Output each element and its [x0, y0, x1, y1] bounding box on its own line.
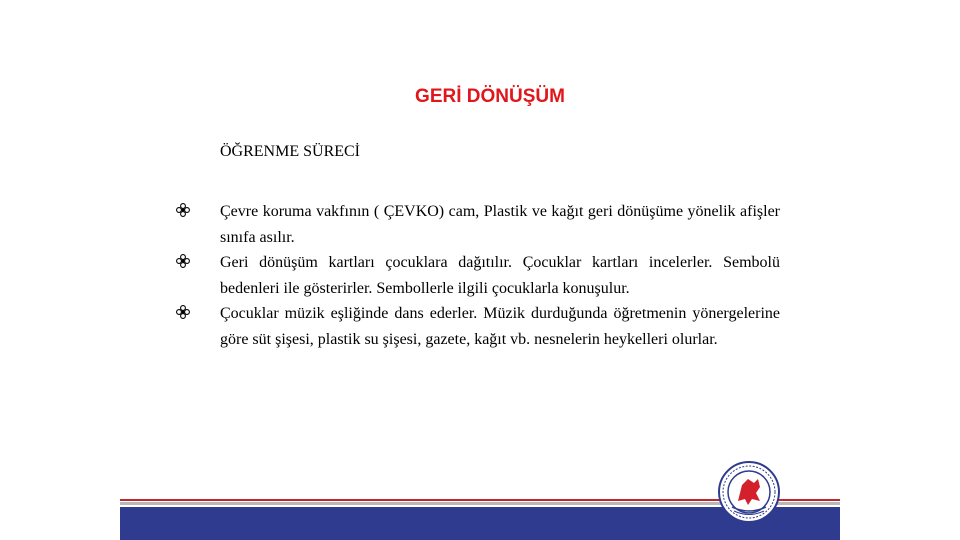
- bullet-text: Çocuklar müzik eşliğinde dans ederler. Müzik durduğunda öğretmenin yönergelerine göre süt şişesi, plastik su şişesi, gazete, kağıt vb. nesnelerin heykelleri olurlar.: [220, 305, 780, 348]
- diamond-dot-bullet-icon: [176, 203, 190, 217]
- slide-subtitle: ÖĞRENME SÜRECİ: [220, 143, 361, 160]
- bullet-text: Çevre koruma vakfının ( ÇEVKO) cam, Plastik ve kağıt geri dönüşüme yönelik afişler sınıfa asılır.: [220, 203, 780, 246]
- bullet-item: [176, 301, 780, 352]
- university-seal-icon: [718, 461, 780, 523]
- slide-title: GERİ DÖNÜŞÜM: [415, 86, 565, 107]
- bullet-text: Geri dönüşüm kartları çocuklara dağıtılır. Çocuklar kartları incelerler. Sembolü bedenleri ile gösterirler. Sembollerle ilgili çocuklarla konuşulur.: [220, 254, 780, 297]
- bullet-item: [176, 250, 780, 301]
- diamond-dot-bullet-icon: [176, 254, 190, 268]
- bullet-list: [176, 199, 780, 352]
- diamond-dot-bullet-icon: [176, 305, 190, 319]
- bullet-item: [176, 199, 780, 250]
